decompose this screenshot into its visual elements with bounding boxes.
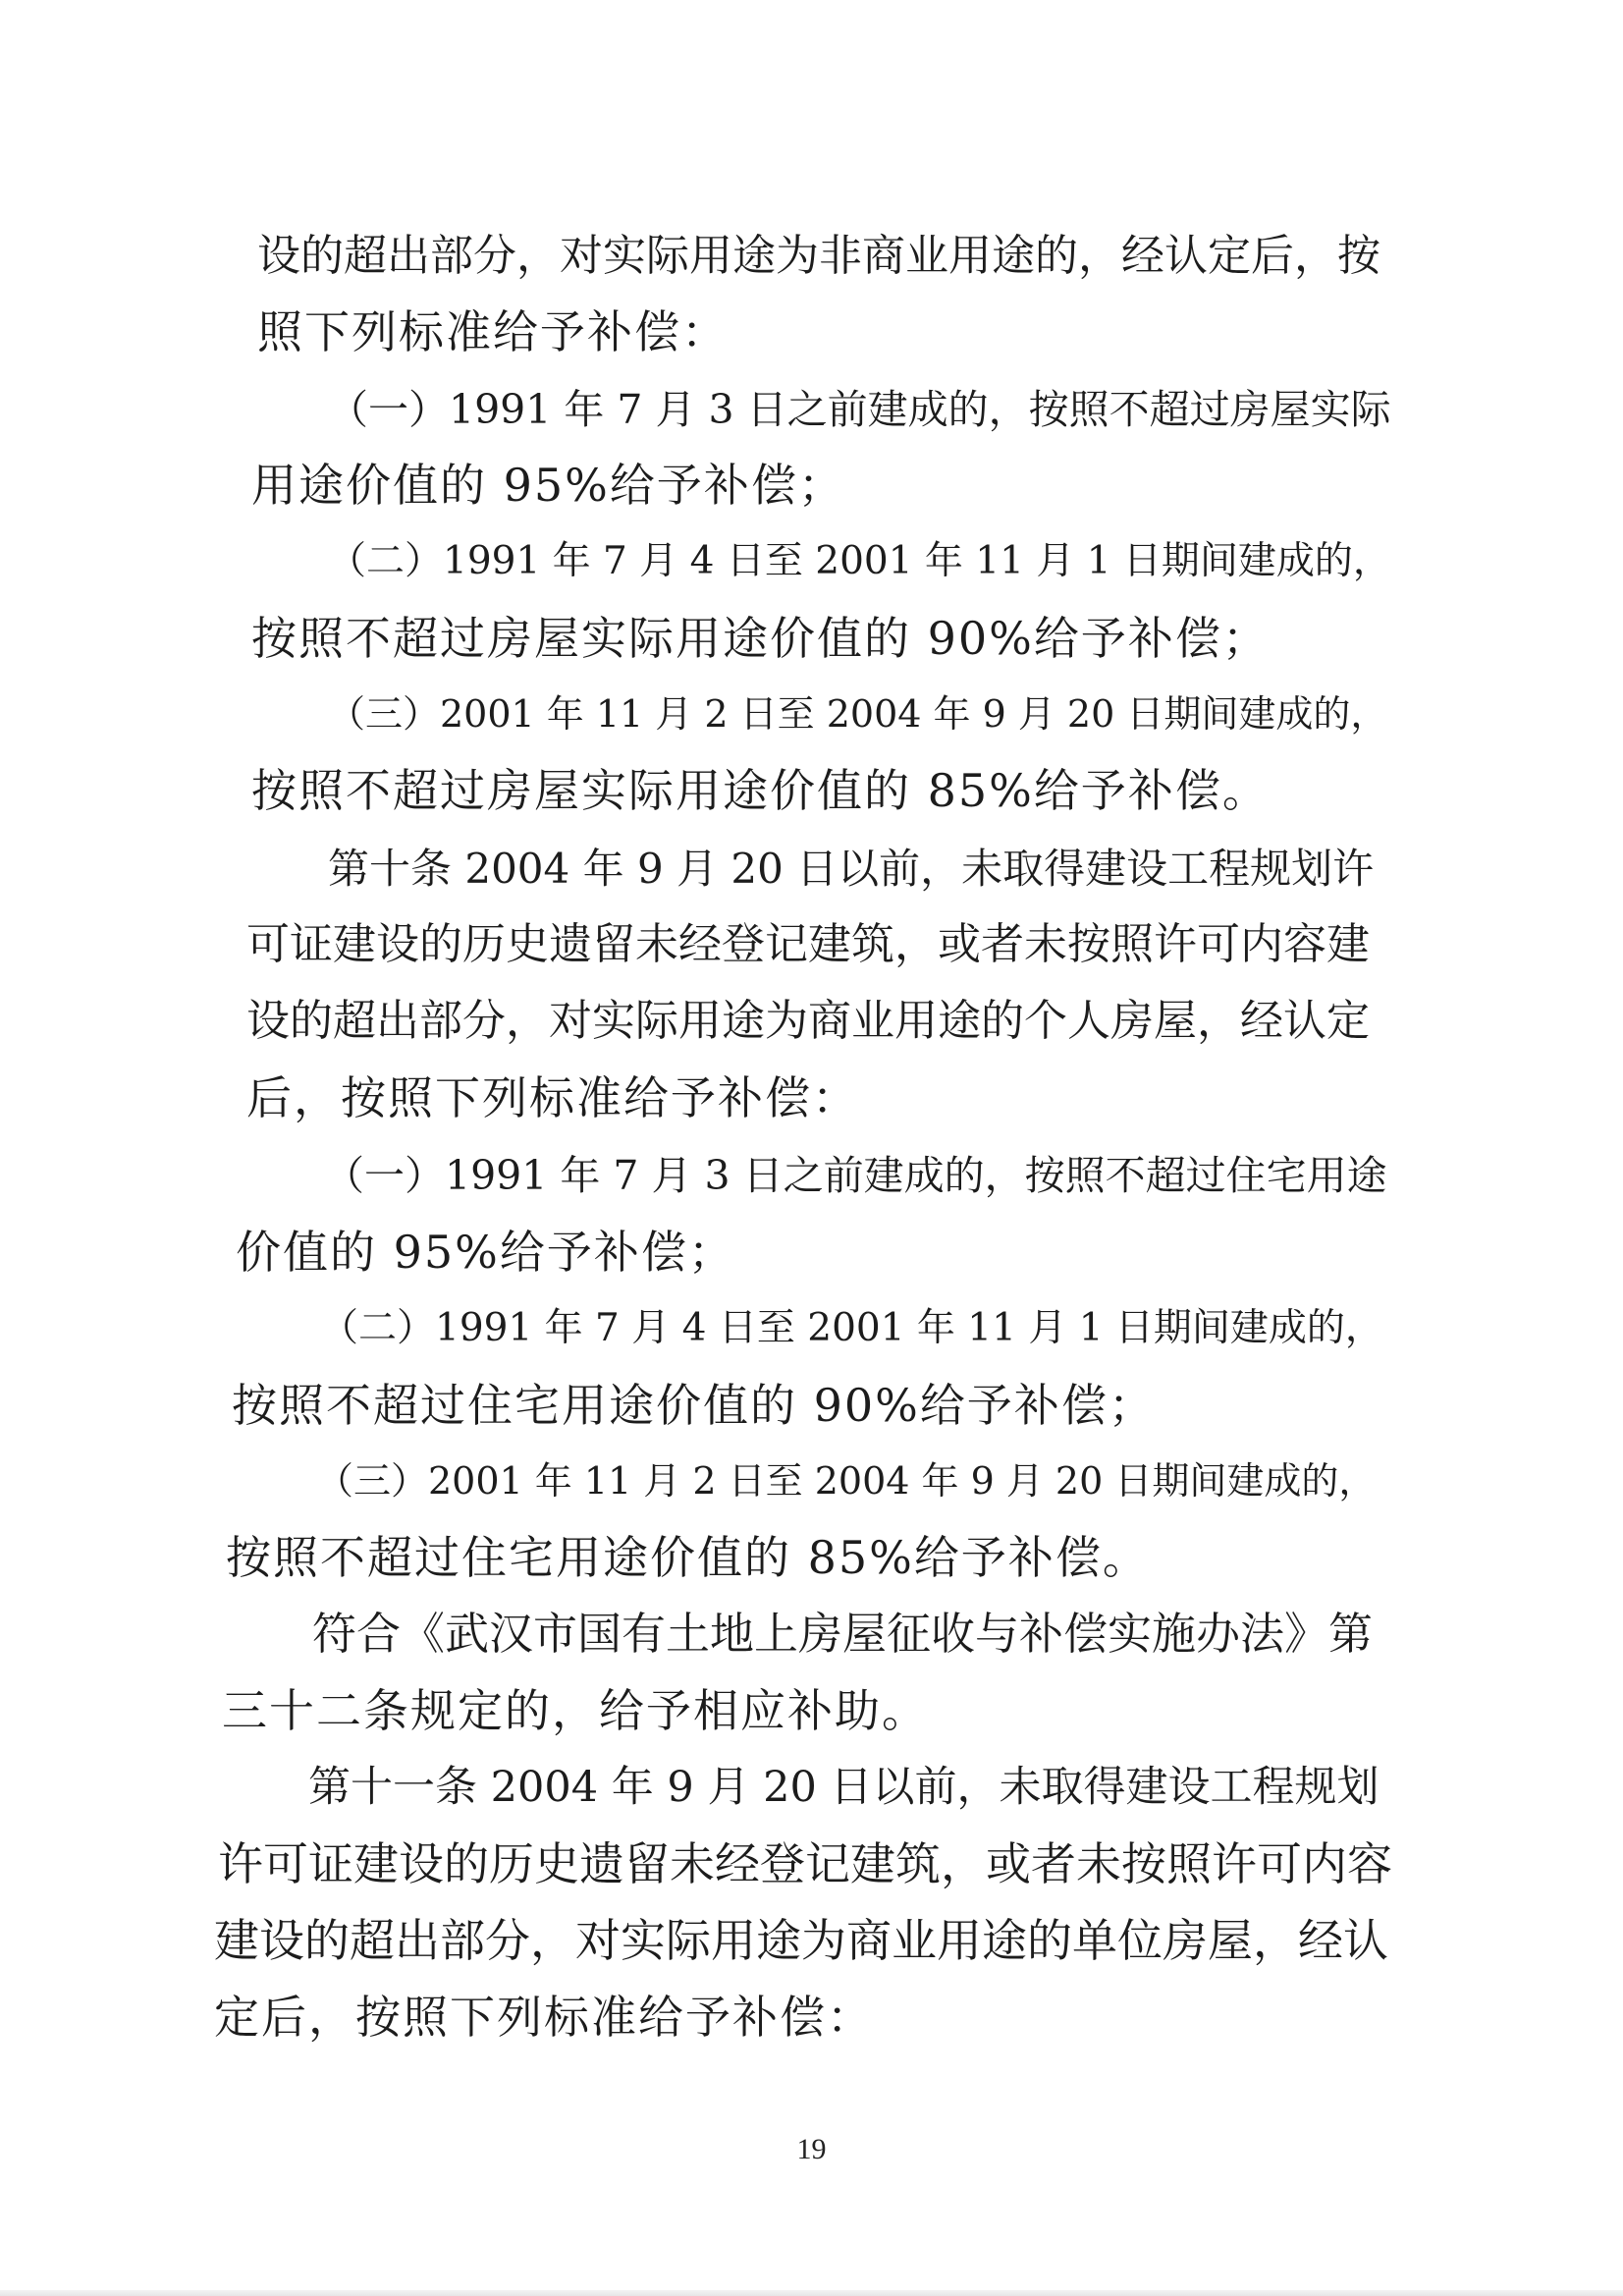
- text-line: （二）1991 年 7 月 4 日至 2001 年 11 月 1 日期间建成的，: [320, 1306, 1383, 1350]
- text-line: 设的超出部分，对实际用途为非商业用途的，经认定后，按: [257, 231, 1380, 281]
- text-line: 按照不超过住宅用途价值的 90%给予补偿；: [232, 1379, 1156, 1432]
- text-line: 价值的 95%给予补偿；: [236, 1226, 735, 1279]
- text-line: （一）1991 年 7 月 3 日之前建成的，按照不超过房屋实际: [328, 386, 1391, 433]
- text-line: 可证建设的历史遗留未经登记建筑，或者未按照许可内容建: [246, 919, 1370, 969]
- text-line: （一）1991 年 7 月 3 日之前建成的，按照不超过住宅用途: [324, 1152, 1387, 1199]
- text-line: 按照不超过房屋实际用途价值的 90%给予补偿；: [251, 612, 1270, 665]
- scan-edge: [0, 2290, 1623, 2296]
- text-line: 第十一条 2004 年 9 月 20 日以前，未取得建设工程规划: [308, 1763, 1380, 1812]
- text-line: 第十条 2004 年 9 月 20 日以前，未取得建设工程规划许: [328, 845, 1375, 893]
- text-line: 许可证建设的历史遗留未经登记建筑，或者未按照许可内容: [218, 1837, 1392, 1890]
- text-line: 按照不超过住宅用途价值的 85%给予补偿。: [226, 1531, 1150, 1584]
- text-line: 按照不超过房屋实际用途价值的 85%给予补偿。: [251, 764, 1270, 817]
- text-line: （三）2001 年 11 月 2 日至 2004 年 9 月 20 日期间建成的，: [316, 1459, 1377, 1503]
- text-line: 用途价值的 95%给予补偿；: [251, 459, 845, 512]
- text-line: 设的超出部分，对实际用途为商业用途的个人房屋，经认定: [246, 996, 1370, 1046]
- text-line: （二）1991 年 7 月 4 日至 2001 年 11 月 1 日期间建成的，: [328, 539, 1391, 583]
- text-line: 照下列标准给予补偿：: [257, 305, 729, 358]
- page-number: 19: [796, 2133, 827, 2165]
- text-line: 符合《武汉市国有土地上房屋征收与补偿实施办法》第: [312, 1608, 1374, 1660]
- text-line: （三）2001 年 11 月 2 日至 2004 年 9 月 20 日期间建成的，: [328, 692, 1388, 736]
- text-line: 后，按照下列标准给予补偿：: [246, 1071, 859, 1124]
- text-line: 建设的超出部分，对实际用途为商业用途的单位房屋，经认: [214, 1914, 1388, 1967]
- text-line: 定后，按照下列标准给予补偿：: [214, 1991, 874, 2044]
- text-line: 三十二条规定的，给予相应补助。: [222, 1684, 929, 1737]
